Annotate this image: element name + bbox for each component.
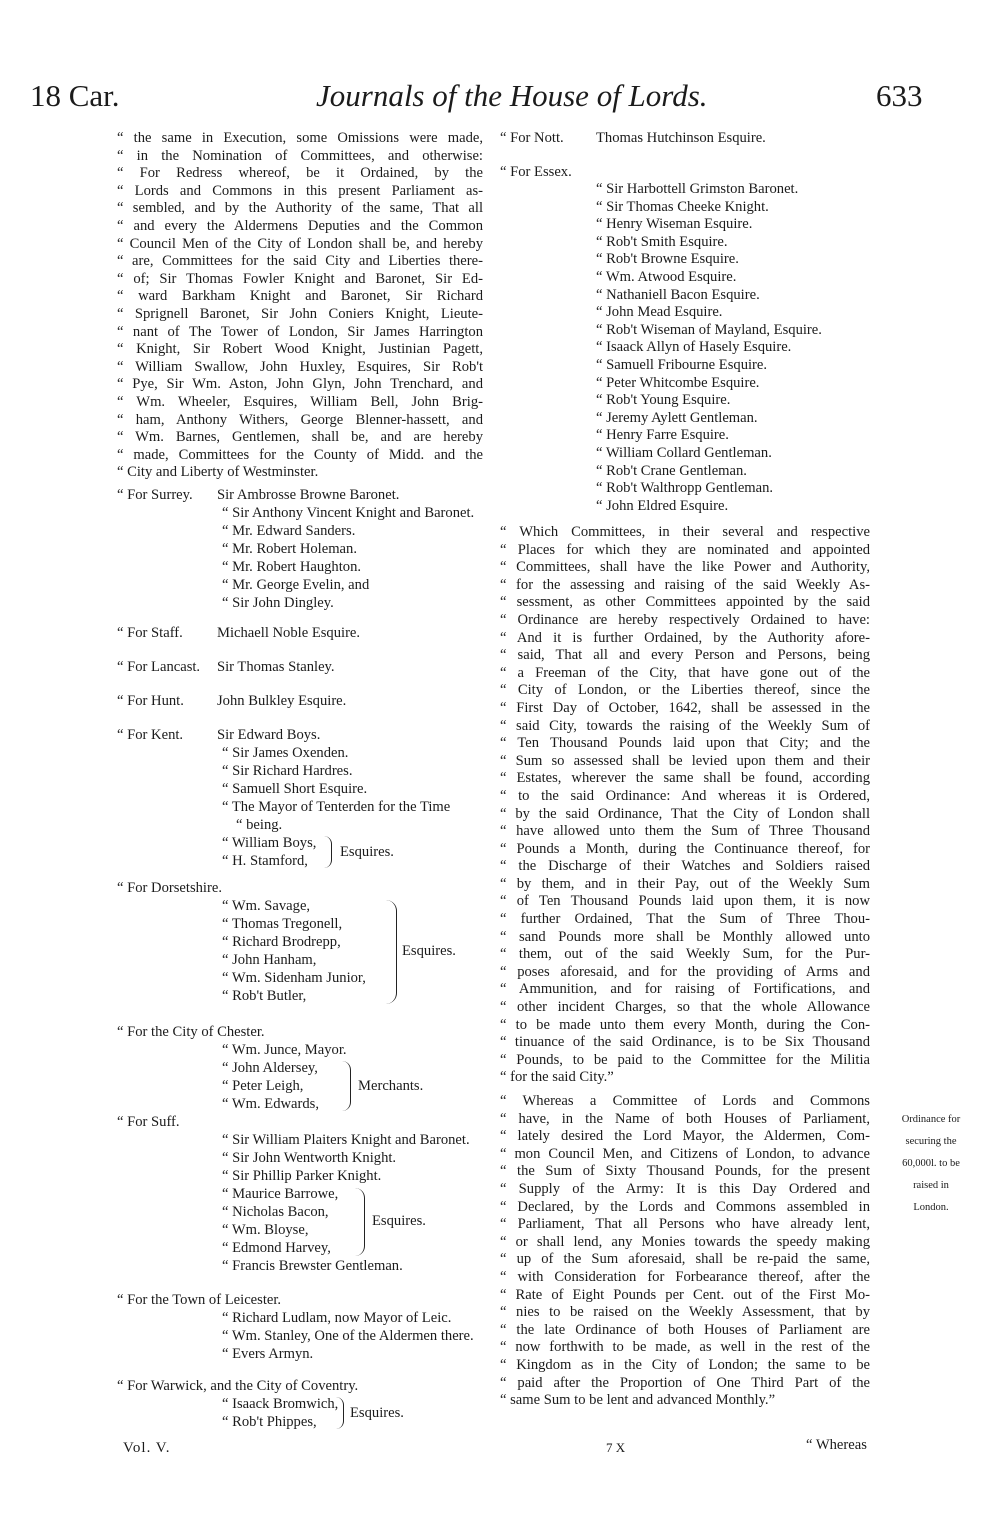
suff-entry: “ Sir Phillip Parker Knight. <box>222 1168 382 1184</box>
text-line: “ are, Committees for the said City and Liberties there- <box>117 253 483 270</box>
text-line: “ the Discharge of their Watches and Soldiers raised <box>500 858 870 875</box>
text-line: “ them, out of the said Weekly Sum, for the Pur- <box>500 946 870 963</box>
text-line: “ City of London, or the Liberties thereof, since the <box>500 682 870 699</box>
essex-entry: “ Rob't Smith Esquire. <box>596 233 728 250</box>
surrey-entry: “ Mr. George Evelin, and <box>222 577 370 593</box>
text-line: “ Places for which they are nominated and appointed <box>500 541 870 558</box>
text-line: “ up of the Sum aforesaid, shall be re-paid the same, <box>500 1251 870 1268</box>
text-line: “ ward Barkham Knight and Baronet, Sir Richard <box>117 288 483 305</box>
essex-entry: “ Sir Harbottell Grimston Baronet. <box>596 181 799 197</box>
text-line: “ Which Committees, in their several and respective <box>500 524 870 540</box>
dorset-entry: “ Thomas Tregonell, <box>222 916 343 932</box>
essex-entry: “ Wm. Atwood Esquire. <box>596 268 737 285</box>
essex-entry: “ Isaack Allyn of Hasely Esquire. <box>596 339 792 356</box>
text-line: “ mon Council Men, and Citizens of London, to advance <box>500 1145 870 1162</box>
essex-list <box>596 181 822 515</box>
text-line: “ the same in Execution, some Omissions were made, <box>117 130 483 146</box>
dorset-entry: “ Wm. Sidenham Junior, <box>222 970 366 986</box>
ordinance-paragraph <box>500 1093 870 1410</box>
kent-esquire: “ William Boys, <box>222 835 317 851</box>
text-line: “ William Swallow, John Huxley, Esquires, Sir Rob't <box>117 358 483 375</box>
text-line: “ a Freeman of the City, that have gone out of the <box>500 664 870 681</box>
text-line: “ Parliament, That all Persons who have already lent, <box>500 1216 870 1233</box>
text-line: “ City and Liberty of Westminster. <box>117 464 319 481</box>
text-line: “ Sum so assessed shall be levied upon them and their <box>500 752 870 769</box>
text-line: “ other incident Charges, so that the whole Allowance <box>500 999 870 1016</box>
suff-esquire: “ Nicholas Bacon, <box>222 1204 329 1220</box>
suff-gentleman: “ Francis Brewster Gentleman. <box>222 1258 403 1274</box>
text-line: “ Kingdom as in the City of London; the same to be <box>500 1356 870 1373</box>
text-line: “ Sprignell Baronet, Sir John Coniers Knight, Lieute- <box>117 305 483 322</box>
essex-entry: “ Rob't Browne Esquire. <box>596 251 739 268</box>
essex-entry: “ Henry Farre Esquire. <box>596 427 729 444</box>
surrey-entry: Sir Ambrosse Browne Baronet. <box>217 487 400 503</box>
text-line: “ Whereas a Committee of Lords and Commons <box>500 1093 870 1109</box>
warwick-esquires-label: Esquires. <box>350 1405 404 1421</box>
leicester-entry: “ Richard Ludlam, now Mayor of Leic. <box>222 1310 452 1326</box>
essex-entry: “ Peter Whitcombe Esquire. <box>596 374 760 391</box>
nott-label: “ For Nott. <box>500 130 564 146</box>
chester-brace <box>342 1061 351 1111</box>
essex-label: “ For Essex. <box>500 164 572 180</box>
leicester-label: “ For the Town of Leicester. <box>117 1292 282 1308</box>
suff-esquire: “ Maurice Barrowe, <box>222 1186 339 1202</box>
text-line: “ Estates, wherever the same shall be found, according <box>500 770 870 787</box>
suff-esquires-label: Esquires. <box>372 1213 426 1229</box>
text-line: “ Ammunition, and for raising of Fortifications, and <box>500 981 870 998</box>
text-line: “ Council Men of the City of London shall be, and hereby <box>117 235 483 252</box>
text-line: “ same Sum to be lent and advanced Monthly.” <box>500 1392 776 1409</box>
text-line: “ further Ordained, That the Sum of Three Thou- <box>500 911 870 928</box>
chester-label: “ For the City of Chester. <box>117 1024 265 1040</box>
warwick-esquire: “ Isaack Bromwich, <box>222 1396 339 1412</box>
kent-entry: “ Sir James Oxenden. <box>222 745 349 761</box>
text-line: “ of Ten Thousand Pounds laid upon them, it is now <box>500 893 870 910</box>
text-line: “ Rate of Eight Pounds per Cent. out of the First Mo- <box>500 1286 870 1303</box>
essex-entry: “ John Eldred Esquire. <box>596 497 729 514</box>
hunt-label: “ For Hunt. <box>117 693 184 709</box>
dorset-entry: “ Rob't Butler, <box>222 988 307 1004</box>
text-line: “ of; Sir Thomas Fowler Knight and Baronet, Sir Ed- <box>117 270 483 287</box>
text-line: “ Committees, shall have the like Power and Authority, <box>500 559 870 576</box>
essex-entry: “ John Mead Esquire. <box>596 304 723 321</box>
text-line: “ paid after the Proportion of One Third Part of the <box>500 1374 870 1391</box>
text-line: “ nant of The Tower of London, Sir James Harrington <box>117 323 483 340</box>
text-line: “ Pounds a Month, during the Continuance thereof, for <box>500 840 870 857</box>
surrey-entry: “ Mr. Robert Holeman. <box>222 541 357 557</box>
kent-entry: “ The Mayor of Tenterden for the Time <box>222 799 451 815</box>
text-line: “ for the assessing and raising of the said Weekly As- <box>500 576 870 593</box>
staff-label: “ For Staff. <box>117 625 183 641</box>
margin-note-line: Ordinance for <box>901 1113 961 1125</box>
essex-entry: “ William Collard Gentleman. <box>596 444 772 461</box>
left-intro-block <box>117 130 483 482</box>
text-line: “ for the said City.” <box>500 1069 614 1086</box>
essex-entry: “ Rob't Crane Gentleman. <box>596 462 747 479</box>
text-line: “ have allowed unto them the Sum of Three Thousand <box>500 823 870 840</box>
text-line: “ sessment, as other Committees appointed by the said <box>500 594 870 611</box>
text-line: “ Lords and Commons in this present Parliament as- <box>117 182 483 199</box>
kent-label: “ For Kent. <box>117 727 184 743</box>
text-line: “ the late Ordinance of both Houses of Parliament are <box>500 1321 870 1338</box>
kent-esquires-label: Esquires. <box>340 844 394 860</box>
text-line: “ have, in the Name of both Houses of Parliament, <box>500 1110 870 1127</box>
surrey-entry: “ Mr. Edward Sanders. <box>222 523 356 539</box>
hunt-entry: John Bulkley Esquire. <box>217 693 347 709</box>
text-line: “ said City, towards the raising of the Weekly Sum of <box>500 717 870 734</box>
dorset-esquires-label: Esquires. <box>402 943 456 959</box>
warwick-brace <box>336 1397 344 1429</box>
text-line: “ Declared, by the Lords and Commons assembled in <box>500 1198 870 1215</box>
text-line: “ Ten Thousand Pounds laid upon that City; and the <box>500 735 870 752</box>
kent-entry: “ Samuell Short Esquire. <box>222 781 368 797</box>
page-number: 633 <box>876 78 923 113</box>
margin-note-line: 60,000l. to be <box>902 1157 960 1169</box>
text-line: “ poses aforesaid, and for the providing of Arms and <box>500 963 870 980</box>
kent-entry: Sir Edward Boys. <box>217 727 321 743</box>
surrey-entry: “ Sir Anthony Vincent Knight and Baronet. <box>222 505 475 521</box>
leicester-entry: “ Wm. Stanley, One of the Aldermen there. <box>222 1328 474 1344</box>
text-line: “ to the said Ordinance: And whereas it is Ordered, <box>500 787 870 804</box>
dorset-entry: “ Wm. Savage, <box>222 898 311 914</box>
suff-esquire: “ Edmond Harvey, <box>222 1240 331 1256</box>
lancast-label: “ For Lancast. <box>117 659 201 675</box>
chester-merchant: “ John Aldersey, <box>222 1060 318 1076</box>
text-line: “ Pounds, to be paid to the Committee for the Militia <box>500 1051 870 1068</box>
running-head-title: Journals of the House of Lords. <box>316 78 708 113</box>
text-line: “ ham, Anthony Withers, George Blenner-hassett, and <box>117 411 483 428</box>
suff-esquire: “ Wm. Bloyse, <box>222 1222 309 1238</box>
surrey-entry: “ Mr. Robert Haughton. <box>222 559 362 575</box>
text-line: “ by the said Ordinance, That the City of London shall <box>500 805 870 822</box>
essex-entry: “ Rob't Young Esquire. <box>596 392 731 409</box>
text-line: “ sembled, and by the Authority of the same, That all <box>117 200 483 217</box>
staff-entry: Michaell Noble Esquire. <box>217 625 361 641</box>
text-line: “ Knight, Sir Robert Wood Knight, Justinian Pagett, <box>117 341 483 358</box>
essex-entry: “ Rob't Wiseman of Mayland, Esquire. <box>596 321 822 338</box>
nott-entry: Thomas Hutchinson Esquire. <box>596 130 766 146</box>
essex-entry: “ Rob't Walthropp Gentleman. <box>596 480 774 497</box>
committees-paragraph <box>500 524 870 1087</box>
dorset-entry: “ Richard Brodrepp, <box>222 934 341 950</box>
text-line: “ lately desired the Lord Mayor, the Aldermen, Com- <box>500 1128 870 1145</box>
margin-note-line: raised in <box>913 1179 949 1191</box>
text-line: “ by them, and in their Pay, out of the Weekly Sum <box>500 875 870 892</box>
text-line: “ tinuance of the said Ordinance, is to be Six Thousand <box>500 1034 870 1051</box>
text-line: “ now forthwith to be made, as well in the rest of the <box>500 1339 870 1356</box>
surrey-label: “ For Surrey. <box>117 487 193 503</box>
leicester-entry: “ Evers Armyn. <box>222 1346 314 1362</box>
text-line: “ and every the Aldermens Deputies and the Common <box>117 217 483 234</box>
text-line: “ the Sum of Sixty Thousand Pounds, for the present <box>500 1163 870 1180</box>
margin-note <box>872 1103 990 1224</box>
essex-entry: “ Sir Thomas Cheeke Knight. <box>596 198 769 215</box>
margin-note-line: securing the <box>905 1135 957 1147</box>
kent-brace <box>324 836 332 868</box>
text-line: “ with Consideration for Forbearance thereof, after the <box>500 1268 870 1285</box>
lancast-entry: Sir Thomas Stanley. <box>217 659 335 675</box>
dorset-entry: “ John Hanham, <box>222 952 317 968</box>
essex-entry: “ Samuell Fribourne Esquire. <box>596 356 768 373</box>
surrey-entry: “ Sir John Dingley. <box>222 595 334 611</box>
text-line: “ made, Committees for the County of Midd. and the <box>117 446 483 463</box>
suff-entry: “ Sir William Plaiters Knight and Baronet. <box>222 1132 470 1148</box>
text-line: “ For Redress whereof, be it Ordained, by the <box>117 165 483 182</box>
catchword: “ Whereas <box>806 1437 867 1453</box>
essex-entry: “ Jeremy Aylett Gentleman. <box>596 409 758 426</box>
suff-brace <box>355 1188 365 1256</box>
text-line: “ sand Pounds more shall be Monthly allowed unto <box>500 928 870 945</box>
text-line: “ Wm. Wheeler, Esquires, William Bell, John Brig- <box>117 393 483 410</box>
text-line: “ And it is further Ordained, by the Authority afore- <box>500 629 870 646</box>
essex-entry: “ Nathaniell Bacon Esquire. <box>596 286 760 303</box>
text-line: “ said, That all and every Person and Persons, being <box>500 647 870 664</box>
text-line: “ First Day of October, 1642, shall be assessed in the <box>500 699 870 716</box>
warwick-esquire: “ Rob't Phippes, <box>222 1414 317 1430</box>
text-line: “ nies to be raised on the Weekly Assessment, that by <box>500 1304 870 1321</box>
suff-entry: “ Sir John Wentworth Knight. <box>222 1150 397 1166</box>
running-head-left: 18 Car. <box>30 78 120 113</box>
kent-entry: “ being. <box>236 817 283 833</box>
text-line: “ to be made unto them every Month, during the Con- <box>500 1016 870 1033</box>
margin-note-line: London. <box>913 1201 949 1213</box>
chester-mayor: “ Wm. Junce, Mayor. <box>222 1042 347 1058</box>
kent-esquire: “ H. Stamford, <box>222 853 308 869</box>
dorset-label: “ For Dorsetshire. <box>117 880 222 896</box>
text-line: “ Ordinance are hereby respectively Ordained to have: <box>500 611 870 628</box>
suff-label: “ For Suff. <box>117 1114 180 1130</box>
text-line: “ Pye, Sir Wm. Aston, John Glyn, John Trenchard, and <box>117 376 483 393</box>
signature-mark: 7 X <box>606 1440 626 1455</box>
text-line: “ Supply of the Army: It is this Day Ordered and <box>500 1180 870 1197</box>
dorset-brace <box>386 900 397 1004</box>
warwick-label: “ For Warwick, and the City of Coventry. <box>117 1378 359 1394</box>
kent-entry: “ Sir Richard Hardres. <box>222 763 353 779</box>
chester-merchant: “ Wm. Edwards, <box>222 1096 319 1112</box>
chester-merchants-label: Merchants. <box>358 1078 424 1094</box>
text-line: “ Wm. Barnes, Gentlemen, shall be, and are hereby <box>117 429 483 446</box>
text-line: “ in the Nomination of Committees, and otherwise: <box>117 147 483 164</box>
volume-footer: Vol. V. <box>123 1440 171 1456</box>
essex-entry: “ Henry Wiseman Esquire. <box>596 216 753 233</box>
chester-merchant: “ Peter Leigh, <box>222 1078 304 1094</box>
text-line: “ or shall lend, any Monies towards the speedy making <box>500 1233 870 1250</box>
